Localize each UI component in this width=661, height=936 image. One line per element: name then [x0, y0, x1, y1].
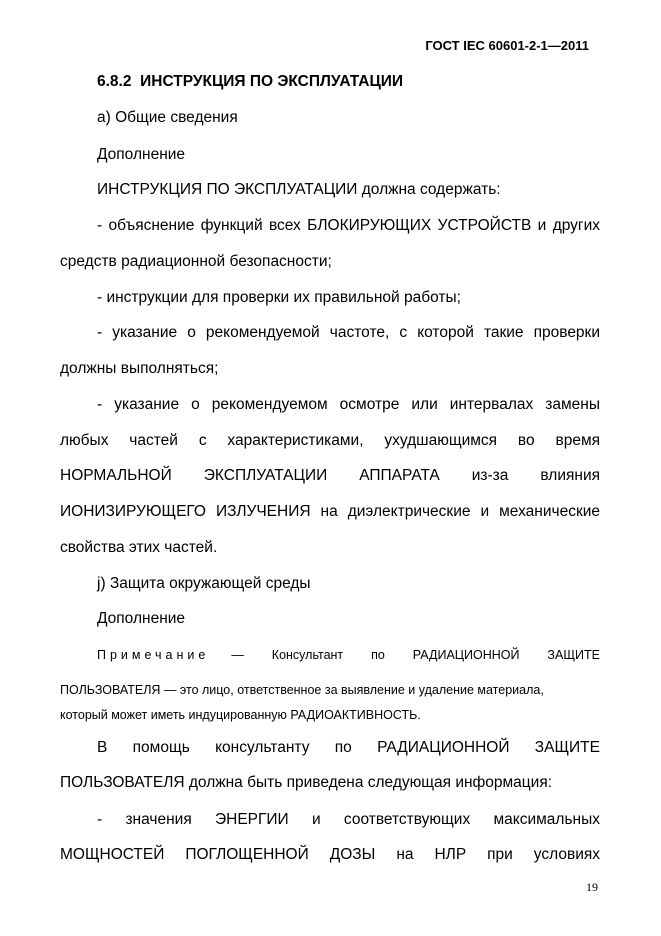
paragraph-addition-1: Дополнение — [97, 146, 186, 163]
page-number: 19 — [586, 880, 598, 894]
paragraph-addition-2: Дополнение — [97, 610, 186, 627]
note-text-start: — Консультант по РАДИАЦИОННОЙ ЗАЩИТЕ — [231, 648, 600, 662]
item-1-line-2: средств радиационной безопасности; — [60, 253, 332, 270]
item-3-line-2: должны выполняться; — [60, 360, 219, 377]
paragraph-must-contain: ИНСТРУКЦИЯ ПО ЭКСПЛУАТАЦИИ должна содержать: — [97, 181, 501, 198]
energy-line-2: МОЩНОСТЕЙ ПОГЛОЩЕННОЙ ДОЗЫ на НЛР при условиях — [60, 846, 600, 863]
item-1-line-1: - объяснение функций всех БЛОКИРУЮЩИХ УСТРОЙСТВ и других — [97, 217, 600, 234]
section-heading — [97, 72, 600, 92]
item-3-line-1: - указание о рекомендуемой частоте, с которой такие проверки — [97, 324, 600, 341]
item-4-line-1: - указание о рекомендуемом осмотре или интервалах замены — [97, 396, 600, 413]
section-number: 6.8.2 — [97, 73, 132, 90]
item-4-line-3: НОРМАЛЬНОЙ ЭКСПЛУАТАЦИИ АППАРАТА из-за влияния — [60, 467, 600, 484]
note-label: Примечание — [97, 648, 210, 662]
section-title: ИНСТРУКЦИЯ ПО ЭКСПЛУАТАЦИИ — [140, 73, 404, 90]
paragraph-general: а) Общие сведения — [97, 109, 238, 126]
item-4-line-5: свойства этих частей. — [60, 539, 218, 556]
note-line-2: ПОЛЬЗОВАТЕЛЯ — это лицо, ответственное за выявление и удаление материала, — [60, 683, 544, 697]
document-code: ГОСТ IEC 60601-2-1—2011 — [425, 38, 589, 53]
info-line-1: В помощь консультанту по РАДИАЦИОННОЙ ЗАЩИТЕ — [97, 739, 600, 756]
note-line-3: который может иметь индуцированную РАДИОАКТИВНОСТЬ. — [60, 708, 421, 722]
note-line-1 — [97, 645, 600, 665]
item-4-line-2: любых частей с характеристиками, ухудшающимся во время — [60, 432, 600, 449]
energy-line-1: - значения ЭНЕРГИИ и соответствующих максимальных — [97, 811, 600, 828]
item-4-line-4: ИОНИЗИРУЮЩЕГО ИЗЛУЧЕНИЯ на диэлектрические и механические — [60, 503, 600, 520]
info-line-2: ПОЛЬЗОВАТЕЛЯ должна быть приведена следующая информация: — [60, 774, 553, 791]
paragraph-environment: j) Защита окружающей среды — [97, 575, 311, 592]
item-2: - инструкции для проверки их правильной работы; — [97, 289, 461, 306]
